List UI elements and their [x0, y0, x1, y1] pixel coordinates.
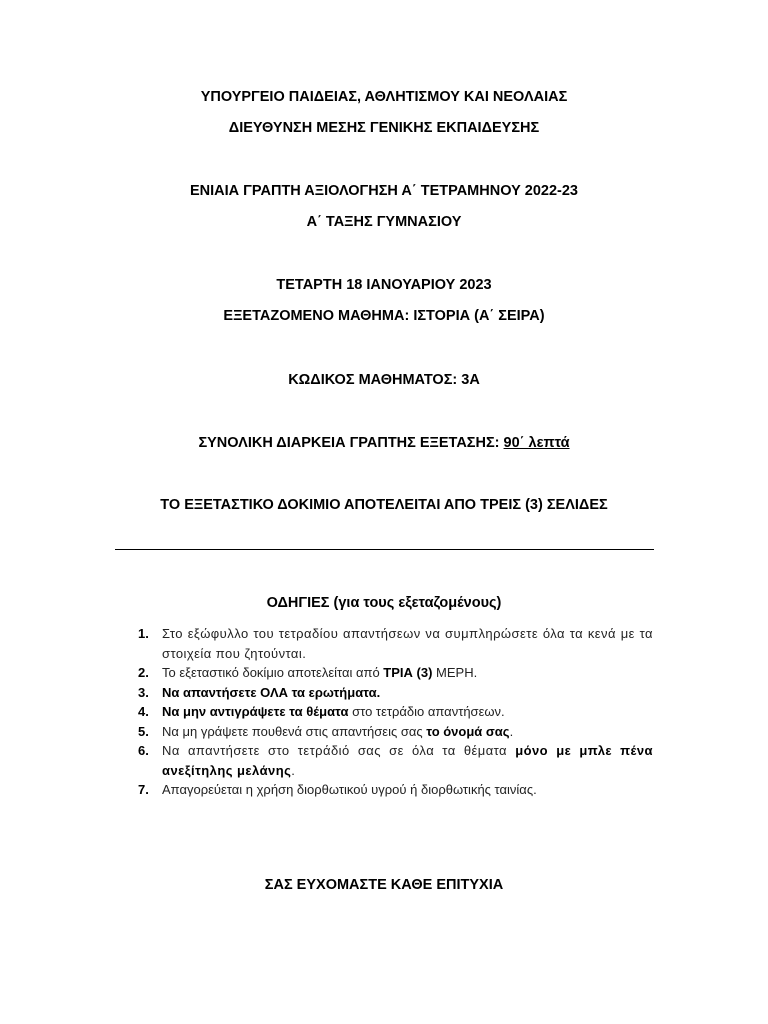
instruction-item: [138, 741, 653, 780]
instruction-number: 3.: [138, 684, 149, 700]
instruction-item: [138, 780, 653, 800]
instruction-text: Στο εξώφυλλο του τετραδίου απαντήσεων να συμπληρώσετε όλα τα κενά με τα στοιχεία που ζητούνται.: [162, 626, 653, 661]
instruction-number: 2.: [138, 665, 149, 680]
instruction-item: [138, 702, 653, 722]
instruction-item: [138, 663, 653, 683]
exam-subject: ΕΞΕΤΑΖΟΜΕΝΟ ΜΑΘΗΜΑ: ΙΣΤΟΡΙΑ (Α΄ ΣΕΙΡΑ): [223, 308, 545, 324]
instruction-emphasis: μόνο με μπλε πένα ανεξίτηλης μελάνης: [162, 743, 653, 778]
exam-duration: [0, 434, 768, 452]
instruction-emphasis: Να απαντήσετε ΟΛΑ τα ερωτήματα.: [162, 684, 381, 700]
instruction-item: [138, 683, 653, 703]
instruction-number: 1.: [138, 626, 149, 641]
ministry-heading: ΥΠΟΥΡΓΕΙΟ ΠΑΙΔΕΙΑΣ, ΑΘΛΗΤΙΣΜΟΥ ΚΑΙ ΝΕΟΛΑΙΑΣ: [200, 89, 568, 105]
instruction-text: Να απαντήσετε στο τετράδιό σας σε όλα τα θέματα: [162, 743, 516, 758]
instruction-number: 6.: [138, 743, 149, 758]
instruction-number: 4.: [138, 704, 149, 719]
duration-value: 90΄ λεπτά: [503, 435, 570, 451]
instructions-heading: ΟΔΗΓΙΕΣ (για τους εξεταζομένους): [266, 595, 502, 611]
instructions-list: [138, 624, 653, 800]
closing-wishes: ΣΑΣ ΕΥΧΟΜΑΣΤΕ ΚΑΘΕ ΕΠΙΤΥΧΙΑ: [264, 877, 504, 893]
exam-class: Α΄ ΤΑΞΗΣ ΓΥΜΝΑΣΙΟΥ: [306, 214, 462, 230]
instruction-text: .: [291, 762, 296, 778]
instruction-text: .: [509, 723, 514, 739]
instruction-number: 5.: [138, 723, 149, 739]
divider-line: [115, 549, 654, 550]
instruction-item: [138, 722, 653, 742]
page-count-note: ΤΟ ΕΞΕΤΑΣΤΙΚΟ ΔΟΚΙΜΙΟ ΑΠΟΤΕΛΕΙΤΑΙ ΑΠΟ ΤΡΕΙΣ (3) ΣΕΛΙΔΕΣ: [160, 497, 608, 513]
course-code: ΚΩΔΙΚΟΣ ΜΑΘΗΜΑΤΟΣ: 3Α: [288, 372, 480, 388]
instruction-item: [138, 624, 653, 663]
instruction-text: στο τετράδιο απαντήσεων.: [348, 704, 505, 719]
instruction-emphasis: το όνομά σας: [426, 723, 510, 739]
instruction-text: Απαγορεύεται η χρήση διορθωτικού υγρού ή διορθωτικής ταινίας.: [162, 782, 537, 797]
instruction-emphasis: ΤΡΙΑ (3): [383, 665, 433, 680]
instruction-text: Το εξεταστικό δοκίμιο αποτελείται από: [162, 665, 384, 680]
instruction-number: 7.: [138, 782, 149, 797]
instruction-text: Να μη γράψετε πουθενά στις απαντήσεις σας: [162, 723, 427, 739]
duration-label: ΣΥΝΟΛΙΚΗ ΔΙΑΡΚΕΙΑ ΓΡΑΠΤΗΣ ΕΞΕΤΑΣΗΣ:: [198, 435, 504, 451]
instruction-emphasis: Να μην αντιγράψετε τα θέματα: [162, 704, 349, 719]
directorate-heading: ΔΙΕΥΘΥΝΣΗ ΜΕΣΗΣ ΓΕΝΙΚΗΣ ΕΚΠΑΙΔΕΥΣΗΣ: [228, 120, 540, 136]
exam-title: ΕΝΙΑΙΑ ΓΡΑΠΤΗ ΑΞΙΟΛΟΓΗΣΗ Α΄ ΤΕΤΡΑΜΗΝΟΥ 2022-23: [190, 183, 578, 199]
instruction-text: ΜΕΡΗ.: [432, 665, 478, 680]
exam-date: ΤΕΤΑΡΤΗ 18 ΙΑΝΟΥΑΡΙΟΥ 2023: [276, 277, 492, 293]
